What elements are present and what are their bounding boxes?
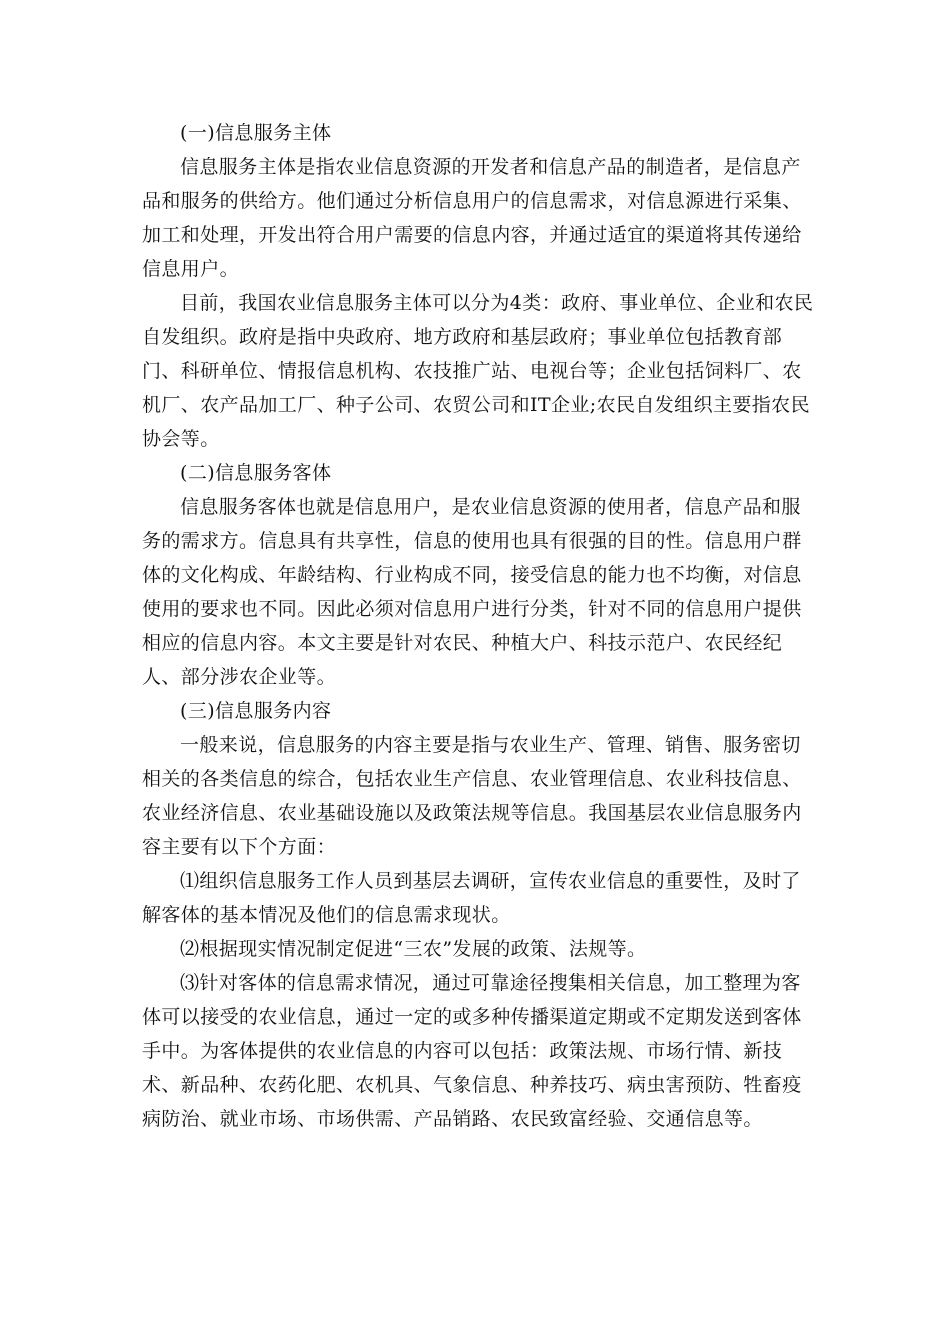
paragraph-content-overview: 一般来说，信息服务的内容主要是指与农业生产、管理、销售、服务密切相关的各类信息的综合，包括农业生产信息、农业管理信息、农业科技信息、农业经济信息、农业基础设施以及政策法规等信息。我国基层农业信息服务内容主要有以下个方面： [142,734,802,858]
paragraph-subject-categories: 目前，我国农业信息服务主体可以分为4类：政府、事业单位、企业和农民自发组织。政府是指中央政府、地方政府和基层政府；事业单位包括教育部门、科研单位、情报信息机构、农技推广站、电视台等；企业包括饲料厂、农机厂、农产品加工厂、种子公司、农贸公司和IT企业;农民自发组织主要指农民协会等。 [142,292,814,450]
paragraph-object-definition: 信息服务客体也就是信息用户，是农业信息资源的使用者，信息产品和服务的需求方。信息具有共享性，信息的使用也具有很强的目的性。信息用户群体的文化构成、年龄结构、行业构成不同，接受信息的能力也不均衡，对信息使用的要求也不同。因此必须对信息用户进行分类，针对不同的信息用户提供相应的信息内容。本文主要是针对农民、种植大户、科技示范户、农民经纪人、部分涉农企业等。 [142,496,802,688]
section-heading-object: (二)信息服务客体 [180,462,332,484]
paragraph-subject-definition: 信息服务主体是指农业信息资源的开发者和信息产品的制造者，是信息产品和服务的供给方。他们通过分析信息用户的信息需求，对信息源进行采集、加工和处理，开发出符合用户需要的信息内容，并通过适宜的渠道将其传递给信息用户。 [142,156,802,280]
document-body [142,116,814,1136]
paragraph-content-item-3: ⑶针对客体的信息需求情况，通过可靠途径搜集相关信息，加工整理为客体可以接受的农业信息，通过一定的或多种传播渠道定期或不定期发送到客体手中。为客体提供的农业信息的内容可以包括：政策法规、市场行情、新技术、新品种、农药化肥、农机具、气象信息、种养技巧、病虫害预防、牲畜疫病防治、就业市场、市场供需、产品销路、农民致富经验、交通信息等。 [142,972,802,1130]
section-heading-content: (三)信息服务内容 [180,700,332,722]
section-heading-subject: (一)信息服务主体 [180,122,332,144]
paragraph-content-item-1: ⑴组织信息服务工作人员到基层去调研，宣传农业信息的重要性，及时了解客体的基本情况及他们的信息需求现状。 [142,870,801,926]
paragraph-content-item-2: ⑵根据现实情况制定促进“三农”发展的政策、法规等。 [180,938,647,960]
